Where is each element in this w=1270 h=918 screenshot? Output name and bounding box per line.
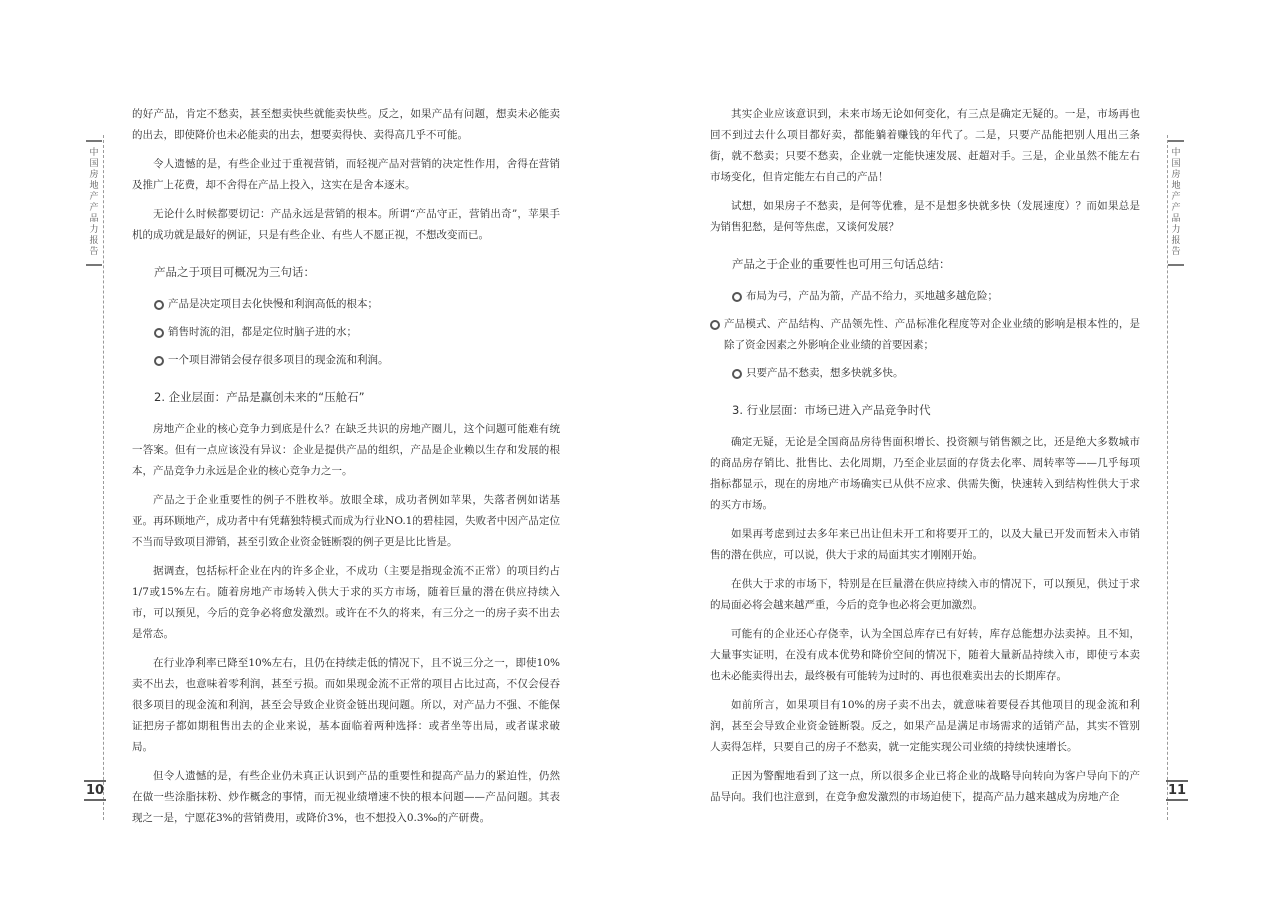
circle-bullet-icon (154, 356, 164, 366)
circle-bullet-icon (732, 292, 742, 302)
paragraph: 产品之于企业重要性的例子不胜枚举。放眼全球，成功者例如苹果，失落者例如诺基亚。再环顾地产，成功者中有凭藉独特模式而成为行业NO.1的碧桂园，失败者中因产品定位不当而导致项目滞销，甚至引致企业资金链断裂的例子更是比比皆是。 (132, 494, 560, 548)
bullet-item (154, 294, 560, 315)
bullet-text: 产品是决定项目去化快慢和利润高低的根本； (168, 298, 378, 310)
bullet-text: 布局为弓，产品为箭，产品不给力，买地越多越危险； (746, 290, 998, 302)
left-page-body (132, 104, 560, 837)
section-heading: 2. 企业层面：产品是赢创未来的“压舱石” (154, 390, 365, 404)
paragraph: 无论什么时候都要切记：产品永远是营销的根本。所谓“产品守正，营销出奇”，苹果手机的成功就是最好的例证，只是有些企业、有些人不愿正视，不想改变而已。 (132, 208, 560, 241)
bullet-text: 只要产品不愁卖，想多快就多快。 (746, 367, 904, 379)
circle-bullet-icon (154, 328, 164, 338)
paragraph: 令人遗憾的是，有些企业过于重视营销，而轻视产品对营销的决定性作用，舍得在营销及推广上花费，却不舍得在产品上投入，这实在是舍本逐末。 (132, 158, 560, 191)
paragraph: 但令人遗憾的是，有些企业仍未真正认识到产品的重要性和提高产品力的紧迫性，仍然在做一些涂脂抹粉、炒作概念的事情，而无视业绩增速不快的根本问题——产品问题。其表现之一是，宁愿花3%的营销费用，或降价3%，也不想投入0.3‰的产研费。 (132, 770, 560, 824)
bullet-item (710, 314, 1140, 356)
paragraph: 在行业净利率已降至10%左右，且仍在持续走低的情况下，且不说三分之一，即使10%卖不出去，也意味着零利润，甚至亏损。而如果现金流不正常的项目占比过高，不仅会侵吞很多项目的现金流和利润，甚至会导致企业资金链出现问题。所以，对产品力不强、不能保证把房子都如期租售出去的企业来说，基本面临着两种选择：或者坐等出局，或者谋求破局。 (132, 657, 560, 753)
bullet-item (154, 322, 560, 343)
bullet-text: 一个项目滞销会侵存很多项目的现金流和利润。 (168, 354, 389, 366)
bullet-text: 销售时流的泪，都是定位时脑子进的水； (168, 326, 357, 338)
paragraph: 如前所言，如果项目有10%的房子卖不出去，就意味着要侵吞其他项目的现金流和利润，甚至会导致企业资金链断裂。反之，如果产品是满足市场需求的适销产品，其实不管别人卖得怎样，只要自己的房子不愁卖，就一定能实现公司业绩的持续快速增长。 (710, 699, 1140, 753)
bullet-item (154, 350, 560, 371)
side-tab: 中国房地产产品力报告 (1168, 140, 1184, 266)
paragraph: 正因为警醒地看到了这一点，所以很多企业已将企业的战略导向转向为客户导向下的产品导向。我们也注意到，在竞争愈发激烈的市场迫使下，提高产品力越来越成为房地产企 (710, 770, 1140, 803)
paragraph: 如果再考虑到过去多年来已出让但未开工和将要开工的，以及大量已开发而暂未入市销售的潜在供应，可以说，供大于求的局面其实才刚刚开始。 (710, 528, 1140, 561)
paragraph: 的好产品，肯定不愁卖，甚至想卖快些就能卖快些。反之，如果产品有问题，想卖未必能卖的出去，即使降价也未必能卖的出去，想要卖得快、卖得高几乎不可能。 (132, 108, 560, 141)
right-page-body (710, 104, 1140, 816)
paragraph: 其实企业应该意识到，未来市场无论如何变化，有三点是确定无疑的。一是，市场再也回不到过去什么项目都好卖，都能躺着赚钱的年代了。二是，只要产品能把别人甩出三条街，就不愁卖；只要不愁卖，企业就一定能快速发展、赶超对手。三是，企业虽然不能左右市场变化，但肯定能左右自己的产品！ (710, 108, 1140, 183)
section-heading: 3. 行业层面：市场已进入产品竞争时代 (732, 403, 931, 417)
bullet-text: 产品模式、产品结构、产品领先性、产品标准化程度等对企业业绩的影响是根本性的，是除了资金因素之外影响企业业绩的首要因素； (724, 318, 1140, 351)
circle-bullet-icon (154, 300, 164, 310)
page-number: 10 (84, 780, 106, 801)
section-heading: 产品之于项目可概况为三句话： (154, 265, 315, 279)
side-tab: 中国房地产产品力报告 (86, 140, 102, 266)
paragraph: 确定无疑，无论是全国商品房待售面积增长、投资额与销售额之比，还是绝大多数城市的商品房存销比、批售比、去化周期，乃至企业层面的存货去化率、周转率等——几乎每项指标都显示，现在的房地产市场确实已从供不应求、供需失衡，快速转入到结构性供大于求的买方市场。 (710, 436, 1140, 511)
section-heading: 产品之于企业的重要性也可用三句话总结： (732, 257, 951, 271)
paragraph: 可能有的企业还心存侥幸，认为全国总库存已有好转，库存总能想办法卖掉。且不知，大量事实证明，在没有成本优势和降价空间的情况下，随着大量新品持续入市，即使亏本卖也未必能卖得出去，最终极有可能转为过时的、再也很难卖出去的长期库存。 (710, 628, 1140, 682)
circle-bullet-icon (732, 369, 742, 379)
bullet-item (732, 363, 1140, 384)
page-number: 11 (1166, 780, 1188, 801)
right-page (635, 0, 1270, 918)
paragraph: 在供大于求的市场下，特别是在巨量潜在供应持续入市的情况下，可以预见，供过于求的局面必将会越来越严重，今后的竞争也必将会更加激烈。 (710, 578, 1140, 611)
paragraph: 据调查，包括标杆企业在内的许多企业，不成功（主要是指现金流不正常）的项目约占1/7或15%左右。随着房地产市场转入供大于求的买方市场，随着巨量的潜在供应持续入市，可以预见，今后的竞争必将愈发激烈。或许在不久的将来，有三分之一的房子卖不出去是常态。 (132, 565, 560, 640)
paragraph: 试想，如果房子不愁卖，是何等优雅，是不是想多快就多快（发展速度）？而如果总是为销售犯愁，是何等焦虑，又谈何发展？ (710, 200, 1140, 233)
circle-bullet-icon (710, 320, 720, 330)
margin-rail (103, 135, 104, 820)
paragraph: 房地产企业的核心竞争力到底是什么？在缺乏共识的房地产圈儿，这个问题可能难有统一答案。但有一点应该没有异议：企业是提供产品的组织，产品是企业赖以生存和发展的根本，产品竞争力永远是企业的核心竞争力之一。 (132, 423, 560, 477)
bullet-item (732, 286, 1140, 307)
